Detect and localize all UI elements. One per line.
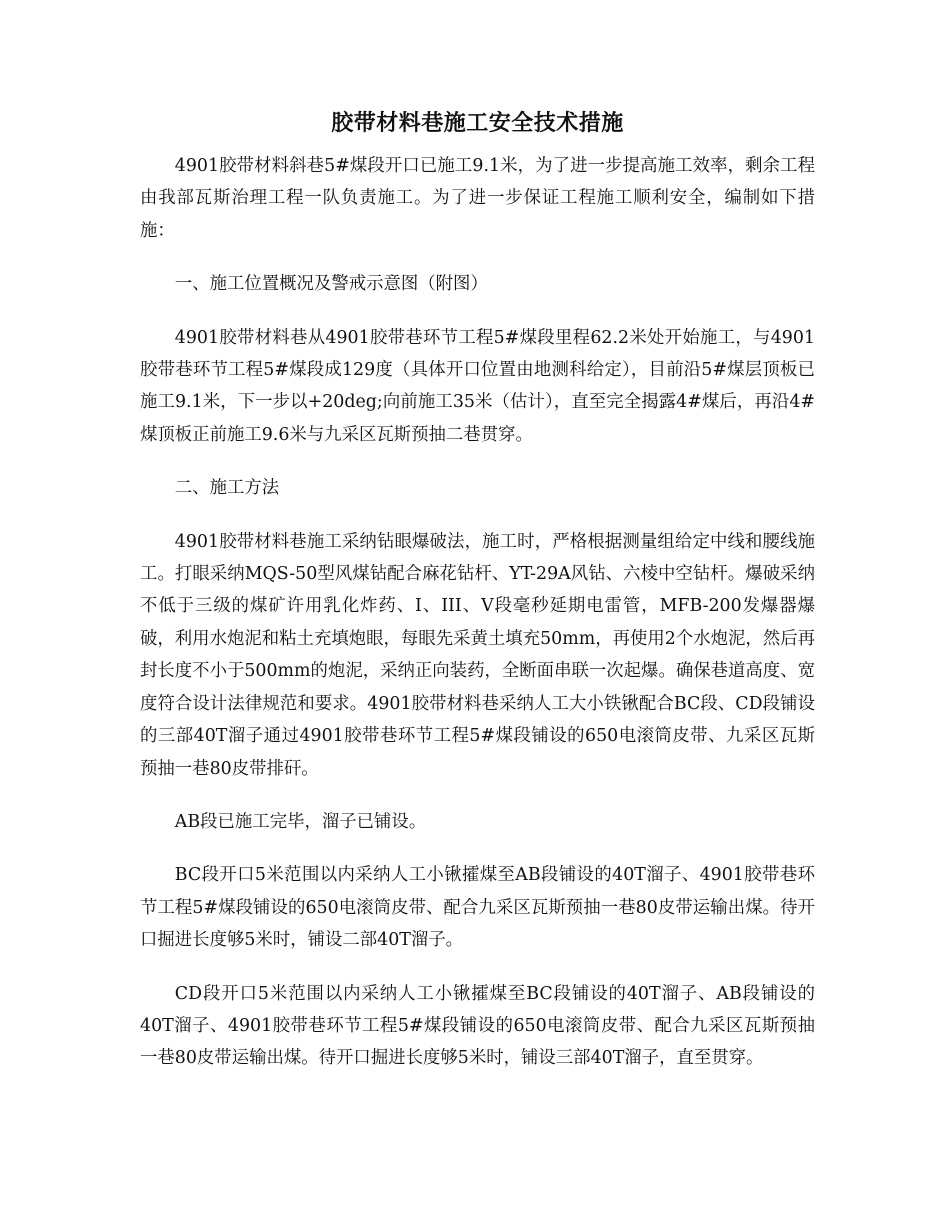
- section-2-heading: 二、施工方法: [174, 478, 280, 499]
- document-title: 胶带材料巷施工安全技术措施: [331, 110, 624, 136]
- bc-section-paragraph: BC段开口5米范围以内采纳人工小锹攉煤至AB段铺设的40T溜子、4901胶带巷环节工程5#煤段铺设的650电滚筒皮带、配合九采区瓦斯预抽一巷80皮带运输出煤。待开口掘进长度够5米时，铺设二部40T溜子。: [140, 865, 815, 951]
- section-1-heading: 一、施工位置概况及警戒示意图（附图）: [174, 274, 488, 295]
- document-page: [140, 108, 815, 1096]
- section-1-paragraph: 4901胶带材料巷从4901胶带巷环节工程5#煤段里程62.2米处开始施工，与4901胶带巷环节工程5#煤段成129度（具体开口位置由地测科给定），目前沿5#煤层顶板已施工9.1米，下一步以+20deg;向前施工35米（估计），直至完全揭露4#煤后，再沿4#煤顶板正前施工9.6米与九采区瓦斯预抽二巷贯穿。: [140, 327, 815, 445]
- cd-section-paragraph: CD段开口5米范围以内采纳人工小锹攉煤至BC段铺设的40T溜子、AB段铺设的40T溜子、4901胶带巷环节工程5#煤段铺设的650电滚筒皮带、配合九采区瓦斯预抽一巷80皮带运输出煤。待开口掘进长度够5米时，铺设三部40T溜子，直至贯穿。: [140, 983, 815, 1069]
- section-2-paragraph: 4901胶带材料巷施工采纳钻眼爆破法，施工时，严格根据测量组给定中线和腰线施工。打眼采纳MQS-50型风煤钻配合麻花钻杆、YT-29A风钻、六棱中空钻杆。爆破采纳不低于三级的煤矿许用乳化炸药、I、III、V段毫秒延期电雷管，MFB-200发爆器爆破，利用水炮泥和粘土充填炮眼，每眼先采黄土填充50mm，再使用2个水炮泥，然后再封长度不小于500mm的炮泥，采纳正向装药，全断面串联一次起爆。确保巷道高度、宽度符合设计法律规范和要求。4901胶带材料巷采纳人工大小铁锹配合BC段、CD段铺设的三部40T溜子通过4901胶带巷环节工程5#煤段铺设的650电滚筒皮带、九采区瓦斯预抽一巷80皮带排矸。: [140, 531, 815, 779]
- ab-section-paragraph: AB段已施工完毕，溜子已铺设。: [174, 811, 427, 832]
- intro-paragraph: 4901胶带材料斜巷5#煤段开口已施工9.1米，为了进一步提高施工效率，剩余工程由我部瓦斯治理工程一队负责施工。为了进一步保证工程施工顺利安全，编制如下措施：: [140, 156, 815, 241]
